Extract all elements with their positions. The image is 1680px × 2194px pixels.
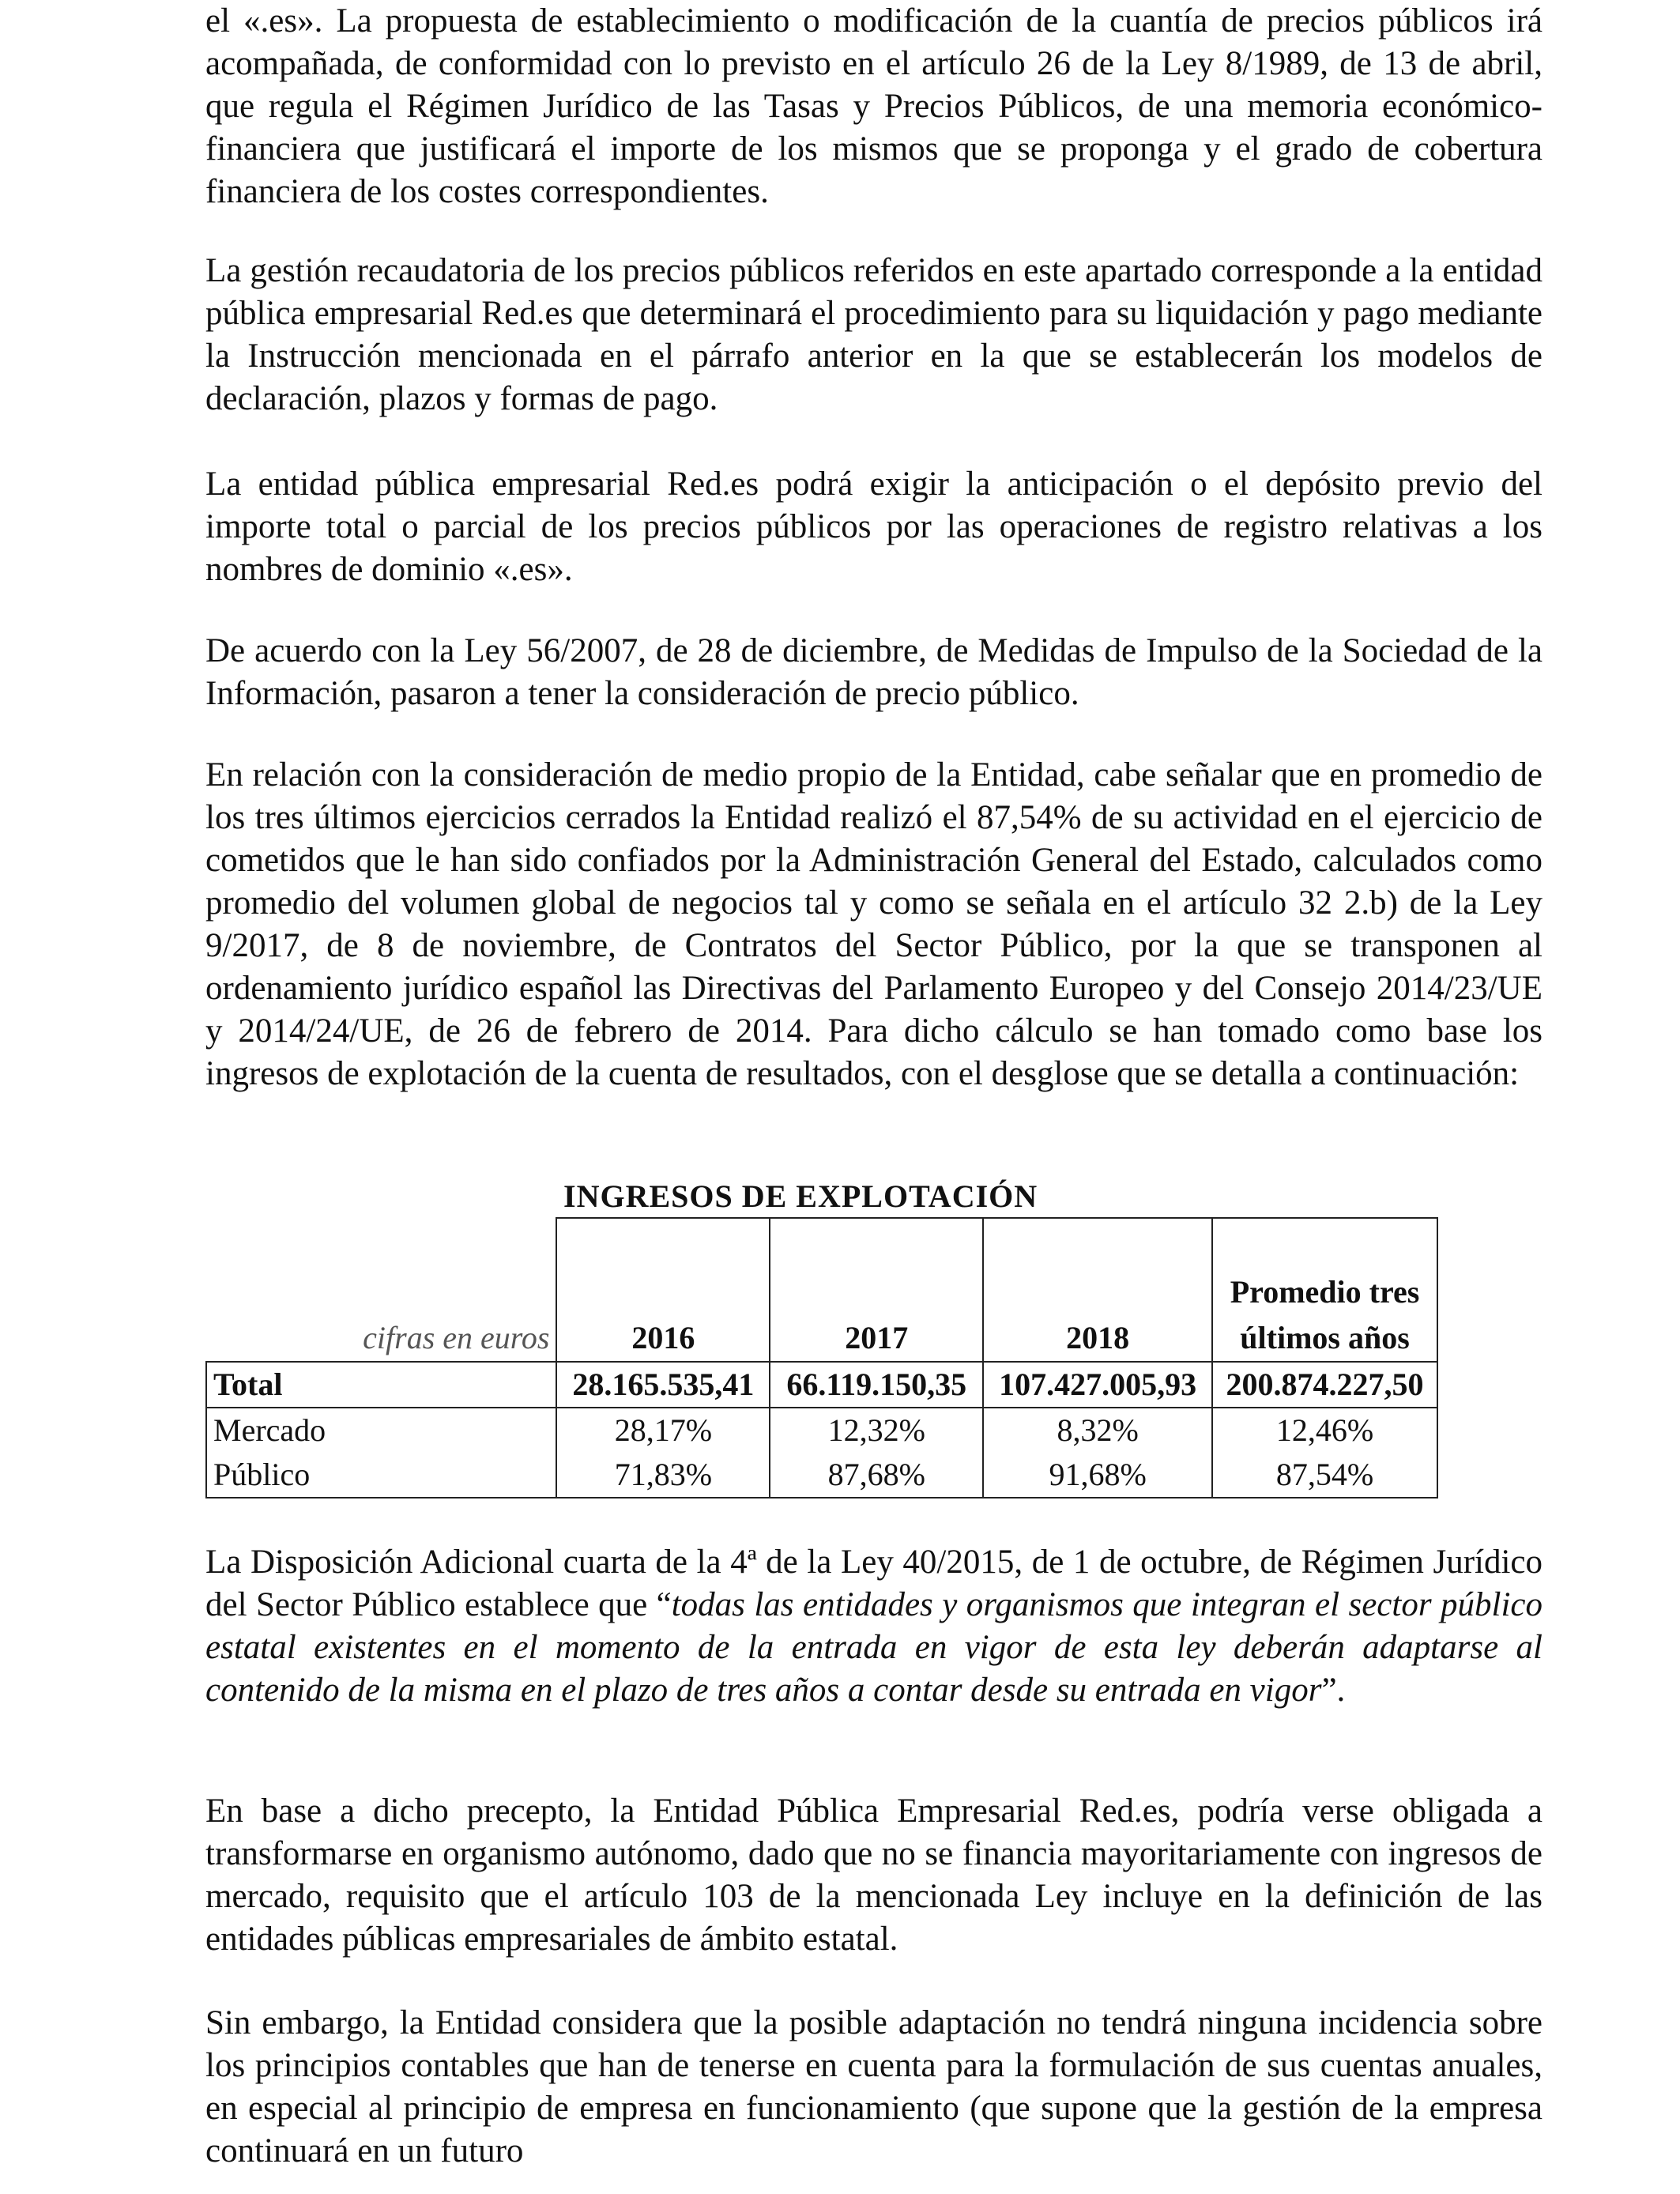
p6-text-end: ”.: [1321, 1672, 1346, 1709]
column-header-promedio-line2: últimos años: [1240, 1320, 1410, 1355]
column-header-2018: 2018: [983, 1218, 1212, 1362]
table-row-total: [206, 1362, 1437, 1408]
table-cell: 12,46%: [1212, 1408, 1437, 1453]
table-cell: 200.874.227,50: [1212, 1362, 1437, 1408]
table-row-mercado: [206, 1408, 1437, 1453]
row-label: Mercado: [206, 1408, 556, 1453]
p6-text-start: La Disposición Adicional cuarta de la 4ª de la Ley 40/2015, de 1 de octubre, de Régimen Jurídico del Sector Público establece que “: [205, 1544, 1543, 1623]
ingresos-explotacion-table: [205, 1217, 1438, 1498]
column-header-2017: 2017: [770, 1218, 983, 1362]
paragraph-disposicion-adicional: [205, 1541, 1543, 1712]
column-header-promedio-line1: Promedio tres: [1230, 1274, 1420, 1310]
table-cell: 87,68%: [770, 1453, 983, 1498]
table-cell: 87,54%: [1212, 1453, 1437, 1498]
table-cell: 12,32%: [770, 1408, 983, 1453]
paragraph-precios-publicos-memoria: el «.es». La propuesta de establecimiento o modificación de la cuantía de precios públicos irá acompañada, de conformidad con lo previsto en el artículo 26 de la Ley 8/1989, de 13 de abril, que regula el Régimen Jurídico de las Tasas y Precios Públicos, de una memoria económico-financiera que justificará el importe de los mismos que se proponga y el grado de cobertura financiera de los costes correspondientes.: [205, 2, 1543, 210]
table-cell: 107.427.005,93: [983, 1362, 1212, 1408]
paragraph-organismo-autonomo: En base a dicho precepto, la Entidad Pública Empresarial Red.es, podría verse obligada a transformarse en organismo autónomo, dado que no se financia mayoritariamente con ingresos de mercado, requisito que el artículo 103 de la mencionada Ley incluye en la definición de las entidades públicas empresariales de ámbito estatal.: [205, 1793, 1543, 1958]
table-header-row: [206, 1218, 1437, 1362]
column-header-2016: 2016: [556, 1218, 770, 1362]
table-cell: 28,17%: [556, 1408, 770, 1453]
table-cell: 66.119.150,35: [770, 1362, 983, 1408]
table-cell: 71,83%: [556, 1453, 770, 1498]
paragraph-sin-embargo: Sin embargo, la Entidad considera que la posible adaptación no tendrá ninguna incidencia sobre los principios contables que han de tenerse en cuenta para la formulación de sus cuentas anuales, en especial al principio de empresa en funcionamiento (que supone que la gestión de la empresa continuará en un futuro: [205, 2004, 1543, 2169]
table-title: INGRESOS DE EXPLOTACIÓN: [563, 1178, 1038, 1214]
paragraph-gestion-recaudatoria: La gestión recaudatoria de los precios públicos referidos en este apartado corresponde a la entidad pública empresarial Red.es que determinará el procedimiento para su liquidación y pago mediante la Instrucción mencionada en el párrafo anterior en la que se establecerán los modelos de declaración, plazos y formas de pago.: [205, 252, 1543, 417]
table-cell: 91,68%: [983, 1453, 1212, 1498]
table-row-publico: [206, 1453, 1437, 1498]
paragraph-medio-propio: En relación con la consideración de medio propio de la Entidad, cabe señalar que en promedio de los tres últimos ejercicios cerrados la Entidad realizó el 87,54% de su actividad en el ejercicio de cometidos que le han sido confiados por la Administración General del Estado, calculados como promedio del volumen global de negocios tal y como se señala en el artículo 32 2.b) de la Ley 9/2017, de 8 de noviembre, de Contratos del Sector Público, por la que se transponen al ordenamiento jurídico español las Directivas del Parlamento Europeo y del Consejo 2014/23/UE y 2014/24/UE, de 26 de febrero de 2014. Para dicho cálculo se han tomado como base los ingresos de explotación de la cuenta de resultados, con el desglose que se detalla a continuación:: [205, 756, 1543, 1092]
paragraph-anticipacion-deposito: La entidad pública empresarial Red.es podrá exigir la anticipación o el depósito previo del importe total o parcial de los precios públicos por las operaciones de registro relativas a los nombres de dominio «.es».: [205, 466, 1543, 588]
paragraph-ley-56-2007: De acuerdo con la Ley 56/2007, de 28 de diciembre, de Medidas de Impulso de la Sociedad de la Información, pasaron a tener la consideración de precio público.: [205, 632, 1543, 712]
column-header-promedio: [1212, 1218, 1437, 1362]
unit-label: cifras en euros: [206, 1218, 556, 1362]
table-cell: 8,32%: [983, 1408, 1212, 1453]
row-label: Total: [206, 1362, 556, 1408]
table-cell: 28.165.535,41: [556, 1362, 770, 1408]
row-label: Público: [206, 1453, 556, 1498]
p6-quote-italic: todas las entidades y organismos que integran el sector público estatal existentes en el momento de la entrada en vigor de esta ley deberán adaptarse al contenido de la misma en el plazo de tres años a contar desde su entrada en vigor: [205, 1586, 1543, 1709]
